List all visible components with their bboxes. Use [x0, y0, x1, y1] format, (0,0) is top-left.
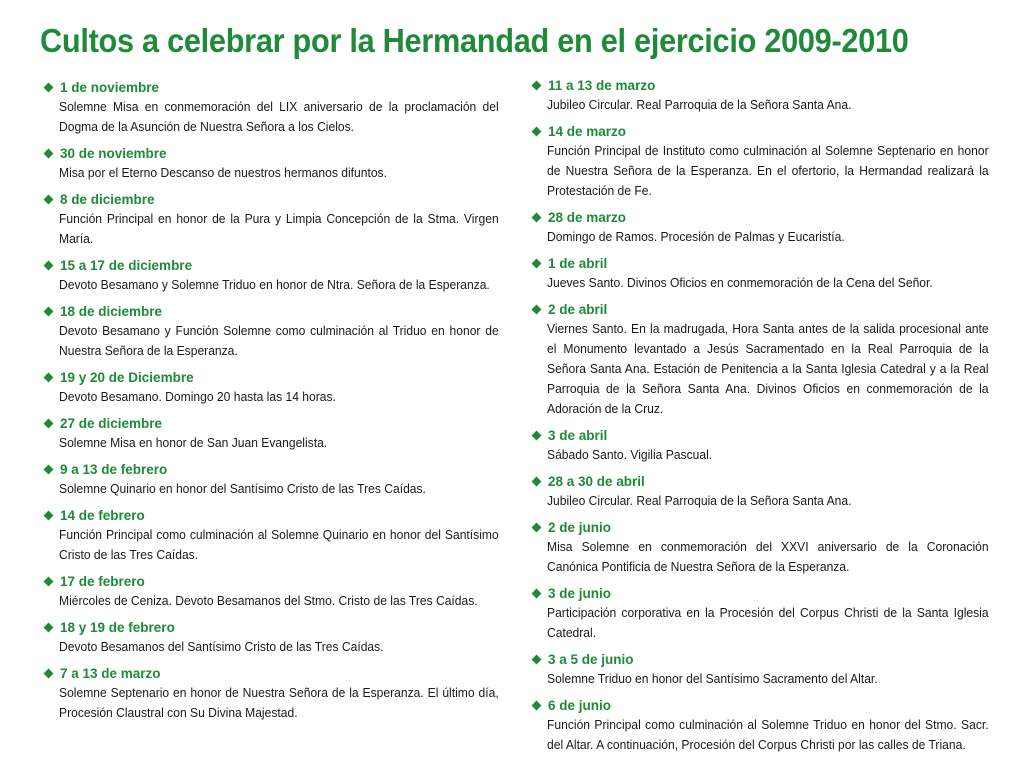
entry-description: Sábado Santo. Vigilia Pascual.: [547, 448, 713, 462]
entry-date: 6 de junio: [548, 698, 612, 713]
entry-description: Misa Solemne en conmemoración del XXVI aniversario de la Coronación Canónica Pontificia de Nuestra Señora de la Esperanza.: [547, 540, 989, 574]
diamond-bullet-icon: [44, 465, 54, 475]
diamond-bullet-icon: [532, 127, 542, 137]
schedule-entry: [530, 122, 994, 201]
schedule-entry: [42, 144, 504, 183]
diamond-bullet-icon: [44, 261, 54, 271]
schedule-entry: [42, 460, 504, 499]
entry-date: 28 de marzo: [548, 210, 627, 225]
schedule-entry: [42, 572, 504, 611]
schedule-entry: [42, 368, 504, 407]
entry-description: Devoto Besamano y Función Solemne como culminación al Triduo en honor de Nuestra Señora de la Esperanza.: [59, 324, 499, 358]
diamond-bullet-icon: [532, 523, 542, 533]
schedule-entry: [530, 426, 994, 465]
entry-date: 9 a 13 de febrero: [60, 462, 168, 477]
entry-date: 14 de marzo: [548, 124, 627, 139]
entry-date: 11 a 13 de marzo: [548, 78, 656, 93]
diamond-bullet-icon: [532, 589, 542, 599]
entry-date: 2 de abril: [548, 302, 608, 317]
schedule-entry: [530, 518, 994, 577]
entry-description: Jueves Santo. Divinos Oficios en conmemoración de la Cena del Señor.: [547, 276, 933, 290]
schedule-entry: [530, 584, 994, 643]
entry-description: Función Principal como culminación al Solemne Triduo en honor del Stmo. Sacr. del Altar. A continuación, Procesión del Corpus Christi por las calles de Triana.: [547, 718, 989, 752]
entry-date: 28 a 30 de abril: [548, 474, 645, 489]
entry-description: Devoto Besamano y Solemne Triduo en honor de Ntra. Señora de la Esperanza.: [59, 278, 490, 292]
diamond-bullet-icon: [44, 307, 54, 317]
entry-date: 27 de diciembre: [60, 416, 163, 431]
entry-description: Devoto Besamano. Domingo 20 hasta las 14 horas.: [59, 390, 336, 404]
schedule-entry: [42, 618, 504, 657]
diamond-bullet-icon: [532, 477, 542, 487]
diamond-bullet-icon: [44, 83, 54, 93]
schedule-entry: [42, 190, 504, 249]
schedule-entry: [530, 254, 994, 293]
diamond-bullet-icon: [44, 577, 54, 587]
diamond-bullet-icon: [532, 81, 542, 91]
entry-description: Jubileo Circular. Real Parroquia de la Señora Santa Ana.: [547, 494, 852, 508]
entry-date: 7 a 13 de marzo: [60, 666, 161, 681]
entry-date: 15 a 17 de diciembre: [60, 258, 193, 273]
entry-date: 18 de diciembre: [60, 304, 163, 319]
schedule-entry: [530, 76, 994, 115]
diamond-bullet-icon: [44, 623, 54, 633]
diamond-bullet-icon: [44, 195, 54, 205]
schedule-entry: [42, 256, 504, 295]
entry-description: Función Principal como culminación al Solemne Quinario en honor del Santísimo Cristo de las Tres Caídas.: [59, 528, 499, 562]
entry-description: Jubileo Circular. Real Parroquia de la Señora Santa Ana.: [547, 98, 852, 112]
entry-description: Viernes Santo. En la madrugada, Hora Santa antes de la salida procesional ante el Monumento levantado a Jesús Sacramentado en la Real Parroquia de la Señora Santa Ana. Estación de Penitencia a la Santa Iglesia Catedral y a la Real Parroquia de la Señora Santa Ana. Divinos Oficios en conmemoración de la Adoración de la Cruz.: [547, 322, 989, 416]
entry-date: 14 de febrero: [60, 508, 145, 523]
page-title: Cultos a celebrar por la Hermandad en el ejercicio 2009-2010: [40, 22, 909, 59]
diamond-bullet-icon: [532, 259, 542, 269]
diamond-bullet-icon: [532, 305, 542, 315]
diamond-bullet-icon: [44, 419, 54, 429]
entry-date: 1 de abril: [548, 256, 608, 271]
entry-description: Solemne Quinario en honor del Santísimo Cristo de las Tres Caídas.: [59, 482, 426, 496]
entry-description: Función Principal de Instituto como culminación al Solemne Septenario en honor de Nuestra Señora de la Esperanza. En el ofertorio, la Hermandad realizará la Protestación de Fe.: [547, 144, 989, 198]
entry-date: 30 de noviembre: [60, 146, 167, 161]
entry-date: 19 y 20 de Diciembre: [60, 370, 194, 385]
diamond-bullet-icon: [532, 213, 542, 223]
entry-description: Misa por el Eterno Descanso de nuestros hermanos difuntos.: [59, 166, 387, 180]
diamond-bullet-icon: [44, 373, 54, 383]
entry-description: Domingo de Ramos. Procesión de Palmas y Eucaristía.: [547, 230, 845, 244]
schedule-entry: [42, 664, 504, 723]
entry-description: Solemne Misa en conmemoración del LIX aniversario de la proclamación del Dogma de la Asunción de Nuestra Señora a los Cielos.: [59, 100, 499, 134]
entry-date: 8 de diciembre: [60, 192, 155, 207]
diamond-bullet-icon: [44, 511, 54, 521]
schedule-entry: [42, 414, 504, 453]
schedule-entry: [530, 472, 994, 511]
schedule-entry: [530, 650, 994, 689]
schedule-entry: [530, 208, 994, 247]
schedule-entry: [42, 78, 504, 137]
entry-description: Solemne Misa en honor de San Juan Evangelista.: [59, 436, 328, 450]
schedule-left-column: [42, 78, 504, 730]
entry-description: Función Principal en honor de la Pura y Limpia Concepción de la Stma. Virgen María.: [59, 212, 499, 246]
entry-date: 2 de junio: [548, 520, 612, 535]
schedule-entry: [530, 300, 994, 419]
schedule-entry: [42, 506, 504, 565]
entry-date: 3 de abril: [548, 428, 608, 443]
entry-description: Solemne Septenario en honor de Nuestra Señora de la Esperanza. El último día, Procesión Claustral con Su Divina Majestad.: [59, 686, 499, 720]
entry-date: 1 de noviembre: [60, 80, 160, 95]
entry-date: 3 de junio: [548, 586, 612, 601]
diamond-bullet-icon: [44, 149, 54, 159]
entry-description: Devoto Besamanos del Santísimo Cristo de las Tres Caídas.: [59, 640, 384, 654]
diamond-bullet-icon: [532, 431, 542, 441]
entry-date: 17 de febrero: [60, 574, 145, 589]
schedule-entry: [530, 696, 994, 755]
entry-description: Miércoles de Ceniza. Devoto Besamanos del Stmo. Cristo de las Tres Caídas.: [59, 594, 478, 608]
schedule-right-column: [530, 76, 994, 762]
diamond-bullet-icon: [532, 701, 542, 711]
schedule-entry: [42, 302, 504, 361]
entry-date: 18 y 19 de febrero: [60, 620, 175, 635]
diamond-bullet-icon: [44, 669, 54, 679]
entry-description: Solemne Triduo en honor del Santísimo Sacramento del Altar.: [547, 672, 878, 686]
diamond-bullet-icon: [532, 655, 542, 665]
entry-date: 3 a 5 de junio: [548, 652, 634, 667]
entry-description: Participación corporativa en la Procesión del Corpus Christi de la Santa Iglesia Catedral.: [547, 606, 989, 640]
